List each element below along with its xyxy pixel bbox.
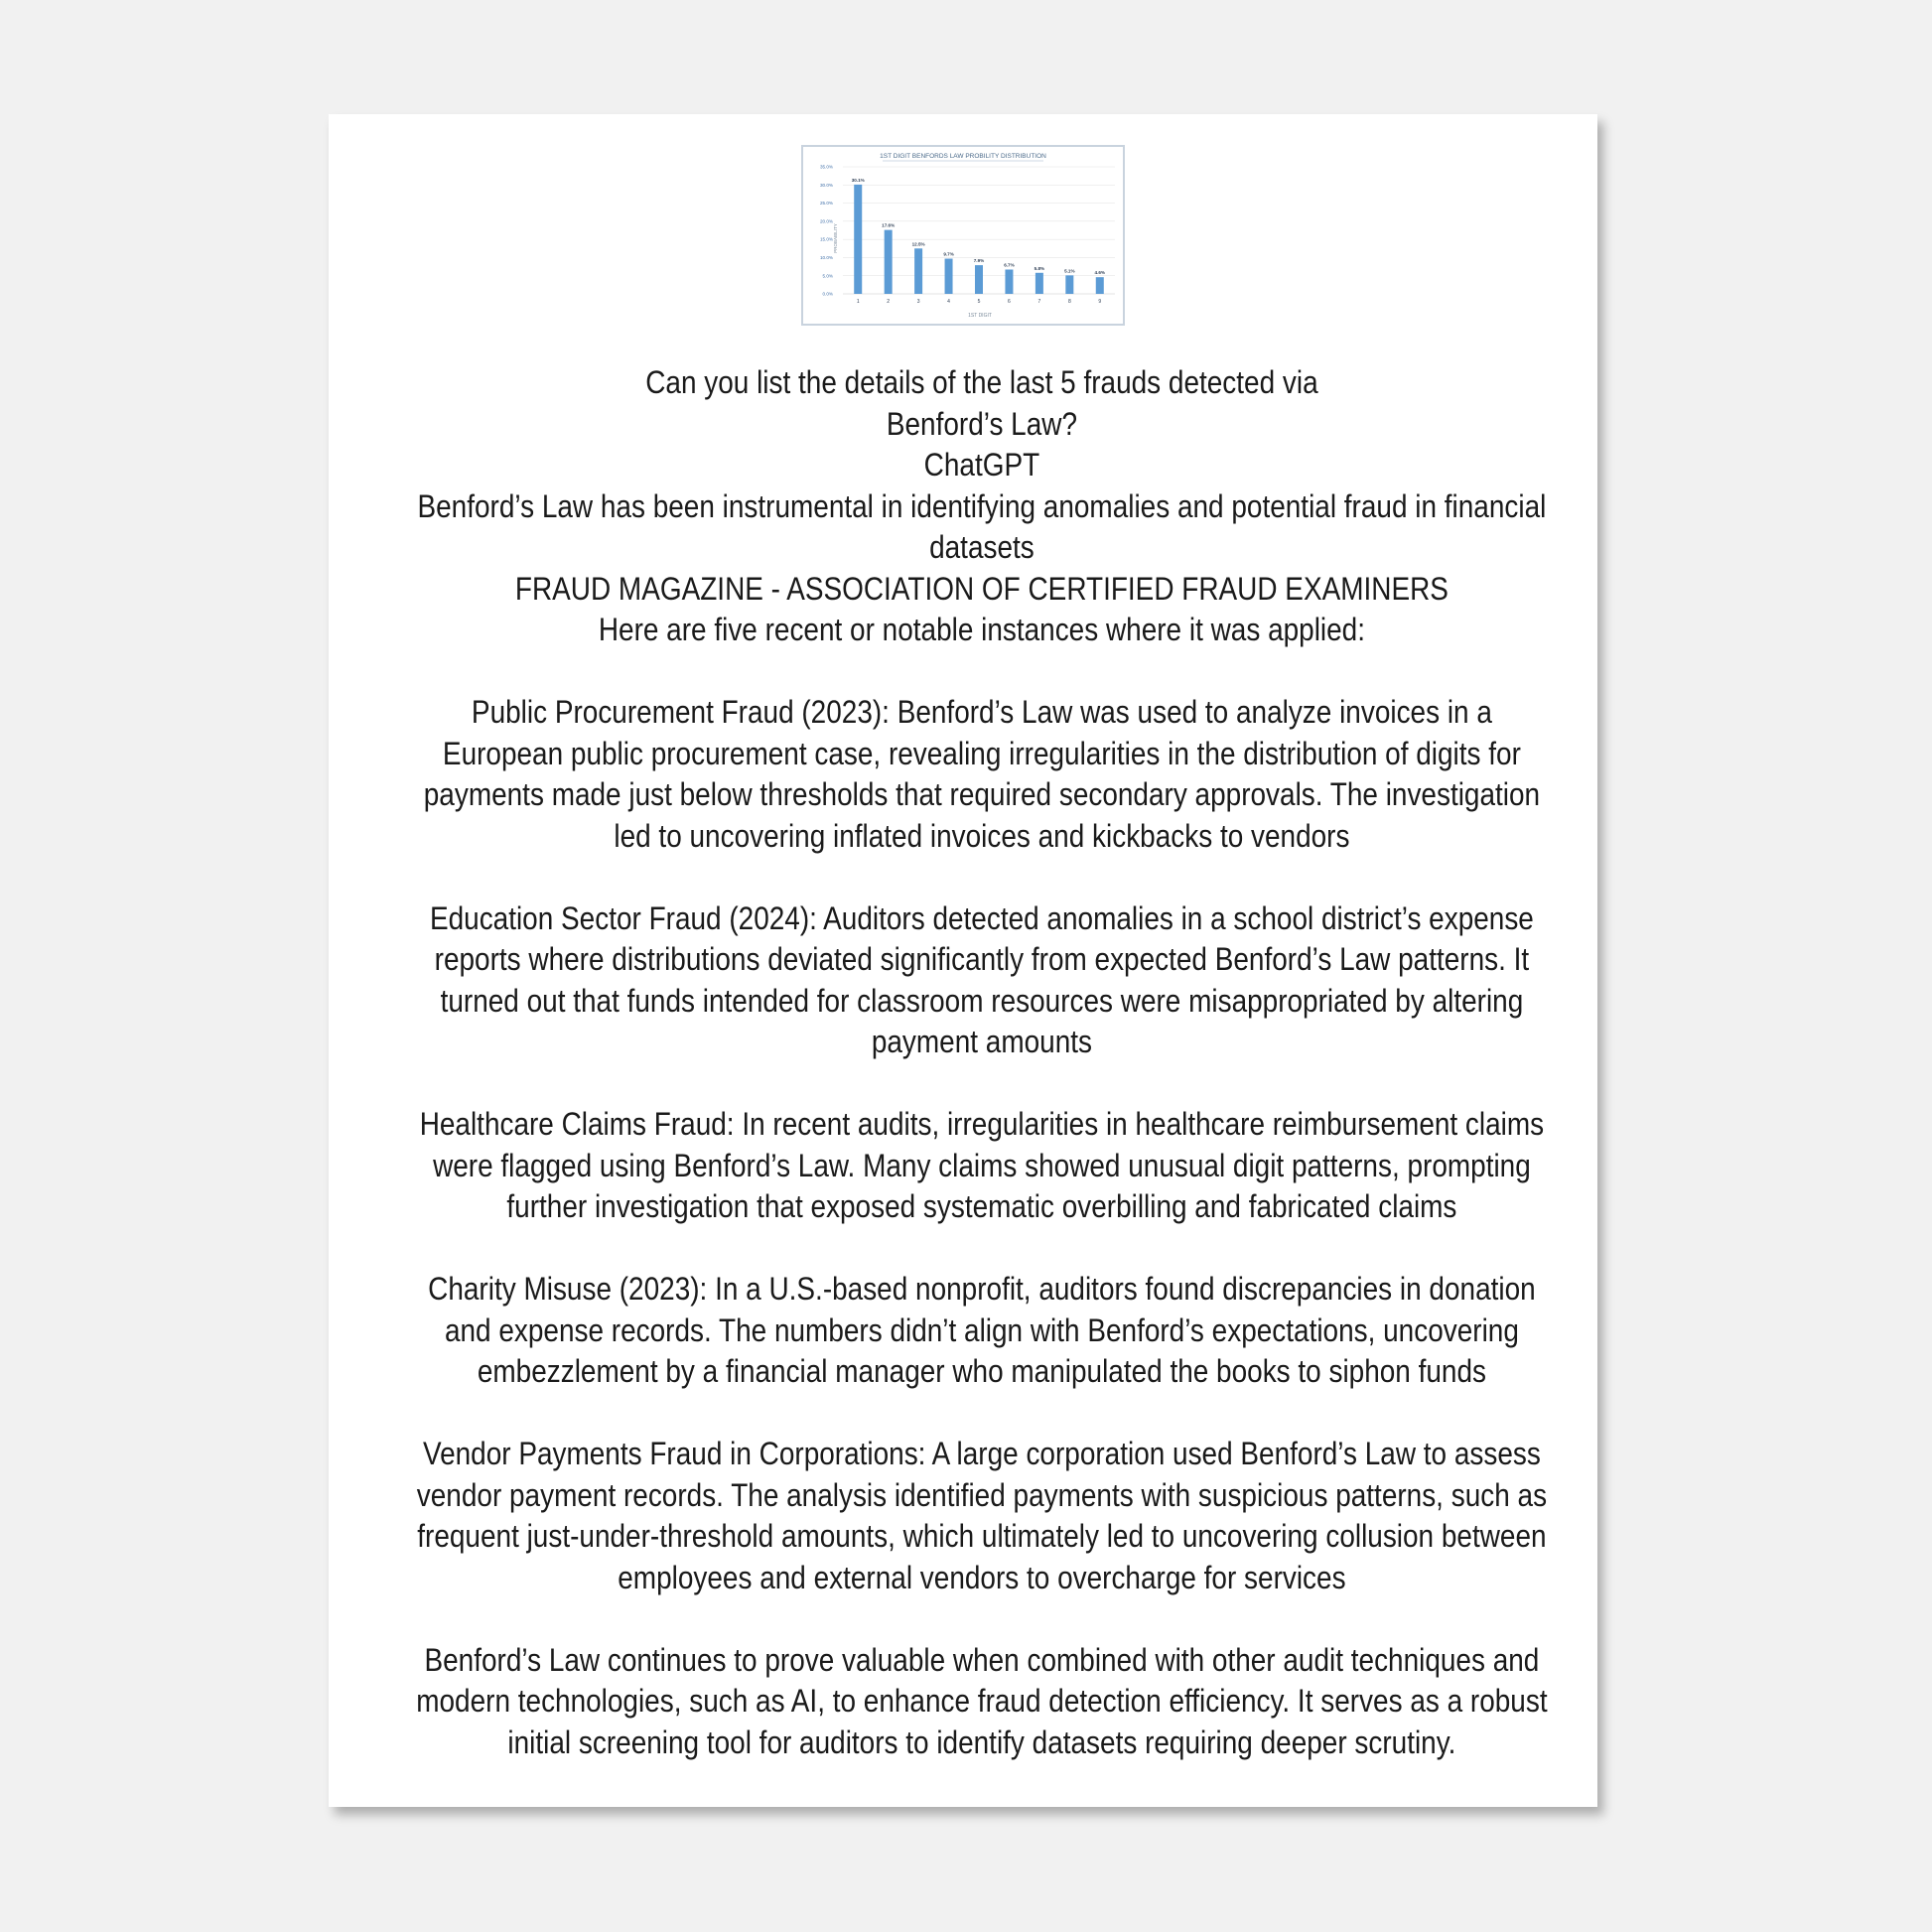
chart-y-tick-label: 0.0% xyxy=(822,291,833,297)
chart-y-axis-label: PROBABILITY xyxy=(833,223,838,253)
chart-bar xyxy=(945,259,953,294)
case-paragraph xyxy=(367,1434,1596,1598)
chart-bar xyxy=(885,230,893,294)
intro-line-2: datasets xyxy=(929,529,1035,565)
case-line: embezzlement by a financial manager who manipulated the books to siphon funds xyxy=(477,1353,1486,1389)
chart-x-tick-label: 9 xyxy=(1098,299,1102,305)
case-paragraph xyxy=(367,1269,1596,1393)
case-line: European public procurement case, revealing irregularities in the distribution of digits for xyxy=(442,735,1521,771)
case-line: employees and external vendors to overcharge for services xyxy=(618,1559,1346,1595)
case-line: payment amounts xyxy=(871,1024,1093,1059)
chart-y-tick-label: 20.0% xyxy=(819,218,833,224)
conclusion-line: initial screening tool for auditors to identify datasets requiring deeper scrutiny. xyxy=(507,1724,1456,1760)
publication-name: FRAUD MAGAZINE - ASSOCIATION OF CERTIFIED FRAUD EXAMINERS xyxy=(514,570,1449,607)
source-label: ChatGPT xyxy=(923,447,1040,483)
document-page xyxy=(329,114,1597,1807)
chart-bar xyxy=(1096,277,1104,294)
case-line: Healthcare Claims Fraud: In recent audits, irregularities in healthcare reimbursement claims xyxy=(419,1106,1545,1142)
chart-data-label: 6.7% xyxy=(1004,262,1015,268)
case-line: were flagged using Benford’s Law. Many claims showed unusual digit patterns, prompting xyxy=(433,1147,1531,1183)
chart-bar xyxy=(914,248,922,294)
case-line: Vendor Payments Fraud in Corporations: A large corporation used Benford’s Law to assess xyxy=(422,1436,1541,1471)
chart-x-tick-label: 7 xyxy=(1037,299,1041,305)
case-line: Education Sector Fraud (2024): Auditors detected anomalies in a school district’s expense xyxy=(429,899,1534,936)
chart-bar xyxy=(1065,275,1073,294)
chart-x-tick-label: 6 xyxy=(1008,299,1011,305)
case-line: vendor payment records. The analysis identified payments with suspicious patterns, such as xyxy=(416,1476,1548,1513)
benford-chart-image xyxy=(801,145,1125,326)
conclusion-line: Benford’s Law continues to prove valuable when combined with other audit techniques and xyxy=(424,1641,1540,1678)
case-line: further investigation that exposed systematic overbilling and fabricated claims xyxy=(506,1188,1457,1224)
chart-y-tick-label: 30.0% xyxy=(819,182,833,188)
chart-x-tick-label: 4 xyxy=(947,299,950,305)
case-line: turned out that funds intended for classroom resources were misappropriated by altering xyxy=(440,982,1524,1019)
chart-y-tick-label: 5.0% xyxy=(822,273,833,279)
conclusion-line: modern technologies, such as AI, to enhance fraud detection efficiency. It serves as a robust xyxy=(416,1683,1548,1719)
chart-bar xyxy=(975,265,983,294)
case-line: frequent just-under-threshold amounts, which ultimately led to uncovering collusion between xyxy=(417,1518,1547,1554)
case-line: payments made just below thresholds that required secondary approvals. The investigation xyxy=(423,776,1541,812)
chart-bar xyxy=(1005,269,1013,294)
chart-y-tick-label: 25.0% xyxy=(819,201,833,207)
chart-data-label: 17.6% xyxy=(882,222,896,228)
chart-data-label: 5.1% xyxy=(1064,268,1075,274)
benford-bar-chart xyxy=(803,147,1123,324)
case-list xyxy=(367,692,1596,1640)
chart-bar xyxy=(854,185,862,294)
chart-data-label: 9.7% xyxy=(943,251,954,257)
case-paragraph xyxy=(367,1104,1596,1228)
conclusion-paragraph xyxy=(367,1640,1596,1764)
chart-bar xyxy=(1035,273,1043,294)
chart-x-tick-label: 8 xyxy=(1067,299,1071,305)
question-line-1: Can you list the details of the last 5 frauds detected via xyxy=(645,364,1318,400)
chart-x-tick-label: 2 xyxy=(887,299,891,305)
document-text xyxy=(416,362,1548,1763)
chart-data-label: 30.1% xyxy=(851,177,865,183)
chart-y-tick-label: 10.0% xyxy=(819,255,833,261)
chart-data-label: 5.8% xyxy=(1034,265,1045,271)
case-line: led to uncovering inflated invoices and kickbacks to vendors xyxy=(614,817,1350,854)
case-line: and expense records. The numbers didn’t align with Benford’s expectations, uncovering xyxy=(444,1311,1519,1348)
case-paragraph xyxy=(367,898,1596,1063)
chart-y-tick-label: 35.0% xyxy=(819,164,833,170)
chart-y-tick-label: 15.0% xyxy=(819,236,833,242)
chart-x-tick-label: 3 xyxy=(916,299,920,305)
case-line: Charity Misuse (2023): In a U.S.-based nonprofit, auditors found discrepancies in donation xyxy=(428,1271,1536,1307)
chart-x-tick-label: 5 xyxy=(977,299,981,305)
lead-sentence: Here are five recent or notable instances where it was applied: xyxy=(598,612,1365,647)
case-line: Public Procurement Fraud (2023): Benford’s Law was used to analyze invoices in a xyxy=(471,694,1492,730)
question-line-2: Benford’s Law? xyxy=(886,405,1077,442)
case-line: reports where distributions deviated significantly from expected Benford’s Law patterns. It xyxy=(434,941,1530,977)
chart-x-axis-label: 1ST DIGIT xyxy=(968,313,992,319)
chart-data-label: 7.9% xyxy=(973,258,985,264)
case-paragraph xyxy=(367,692,1596,857)
chart-data-label: 12.5% xyxy=(911,241,925,247)
chart-x-tick-label: 1 xyxy=(856,299,860,305)
chart-title: 1ST DIGIT BENFORDS LAW PROBILITY DISTRIBUTION xyxy=(880,153,1046,160)
intro-line-1: Benford’s Law has been instrumental in identifying anomalies and potential fraud in financial xyxy=(417,487,1547,524)
chart-data-label: 4.6% xyxy=(1094,270,1106,276)
